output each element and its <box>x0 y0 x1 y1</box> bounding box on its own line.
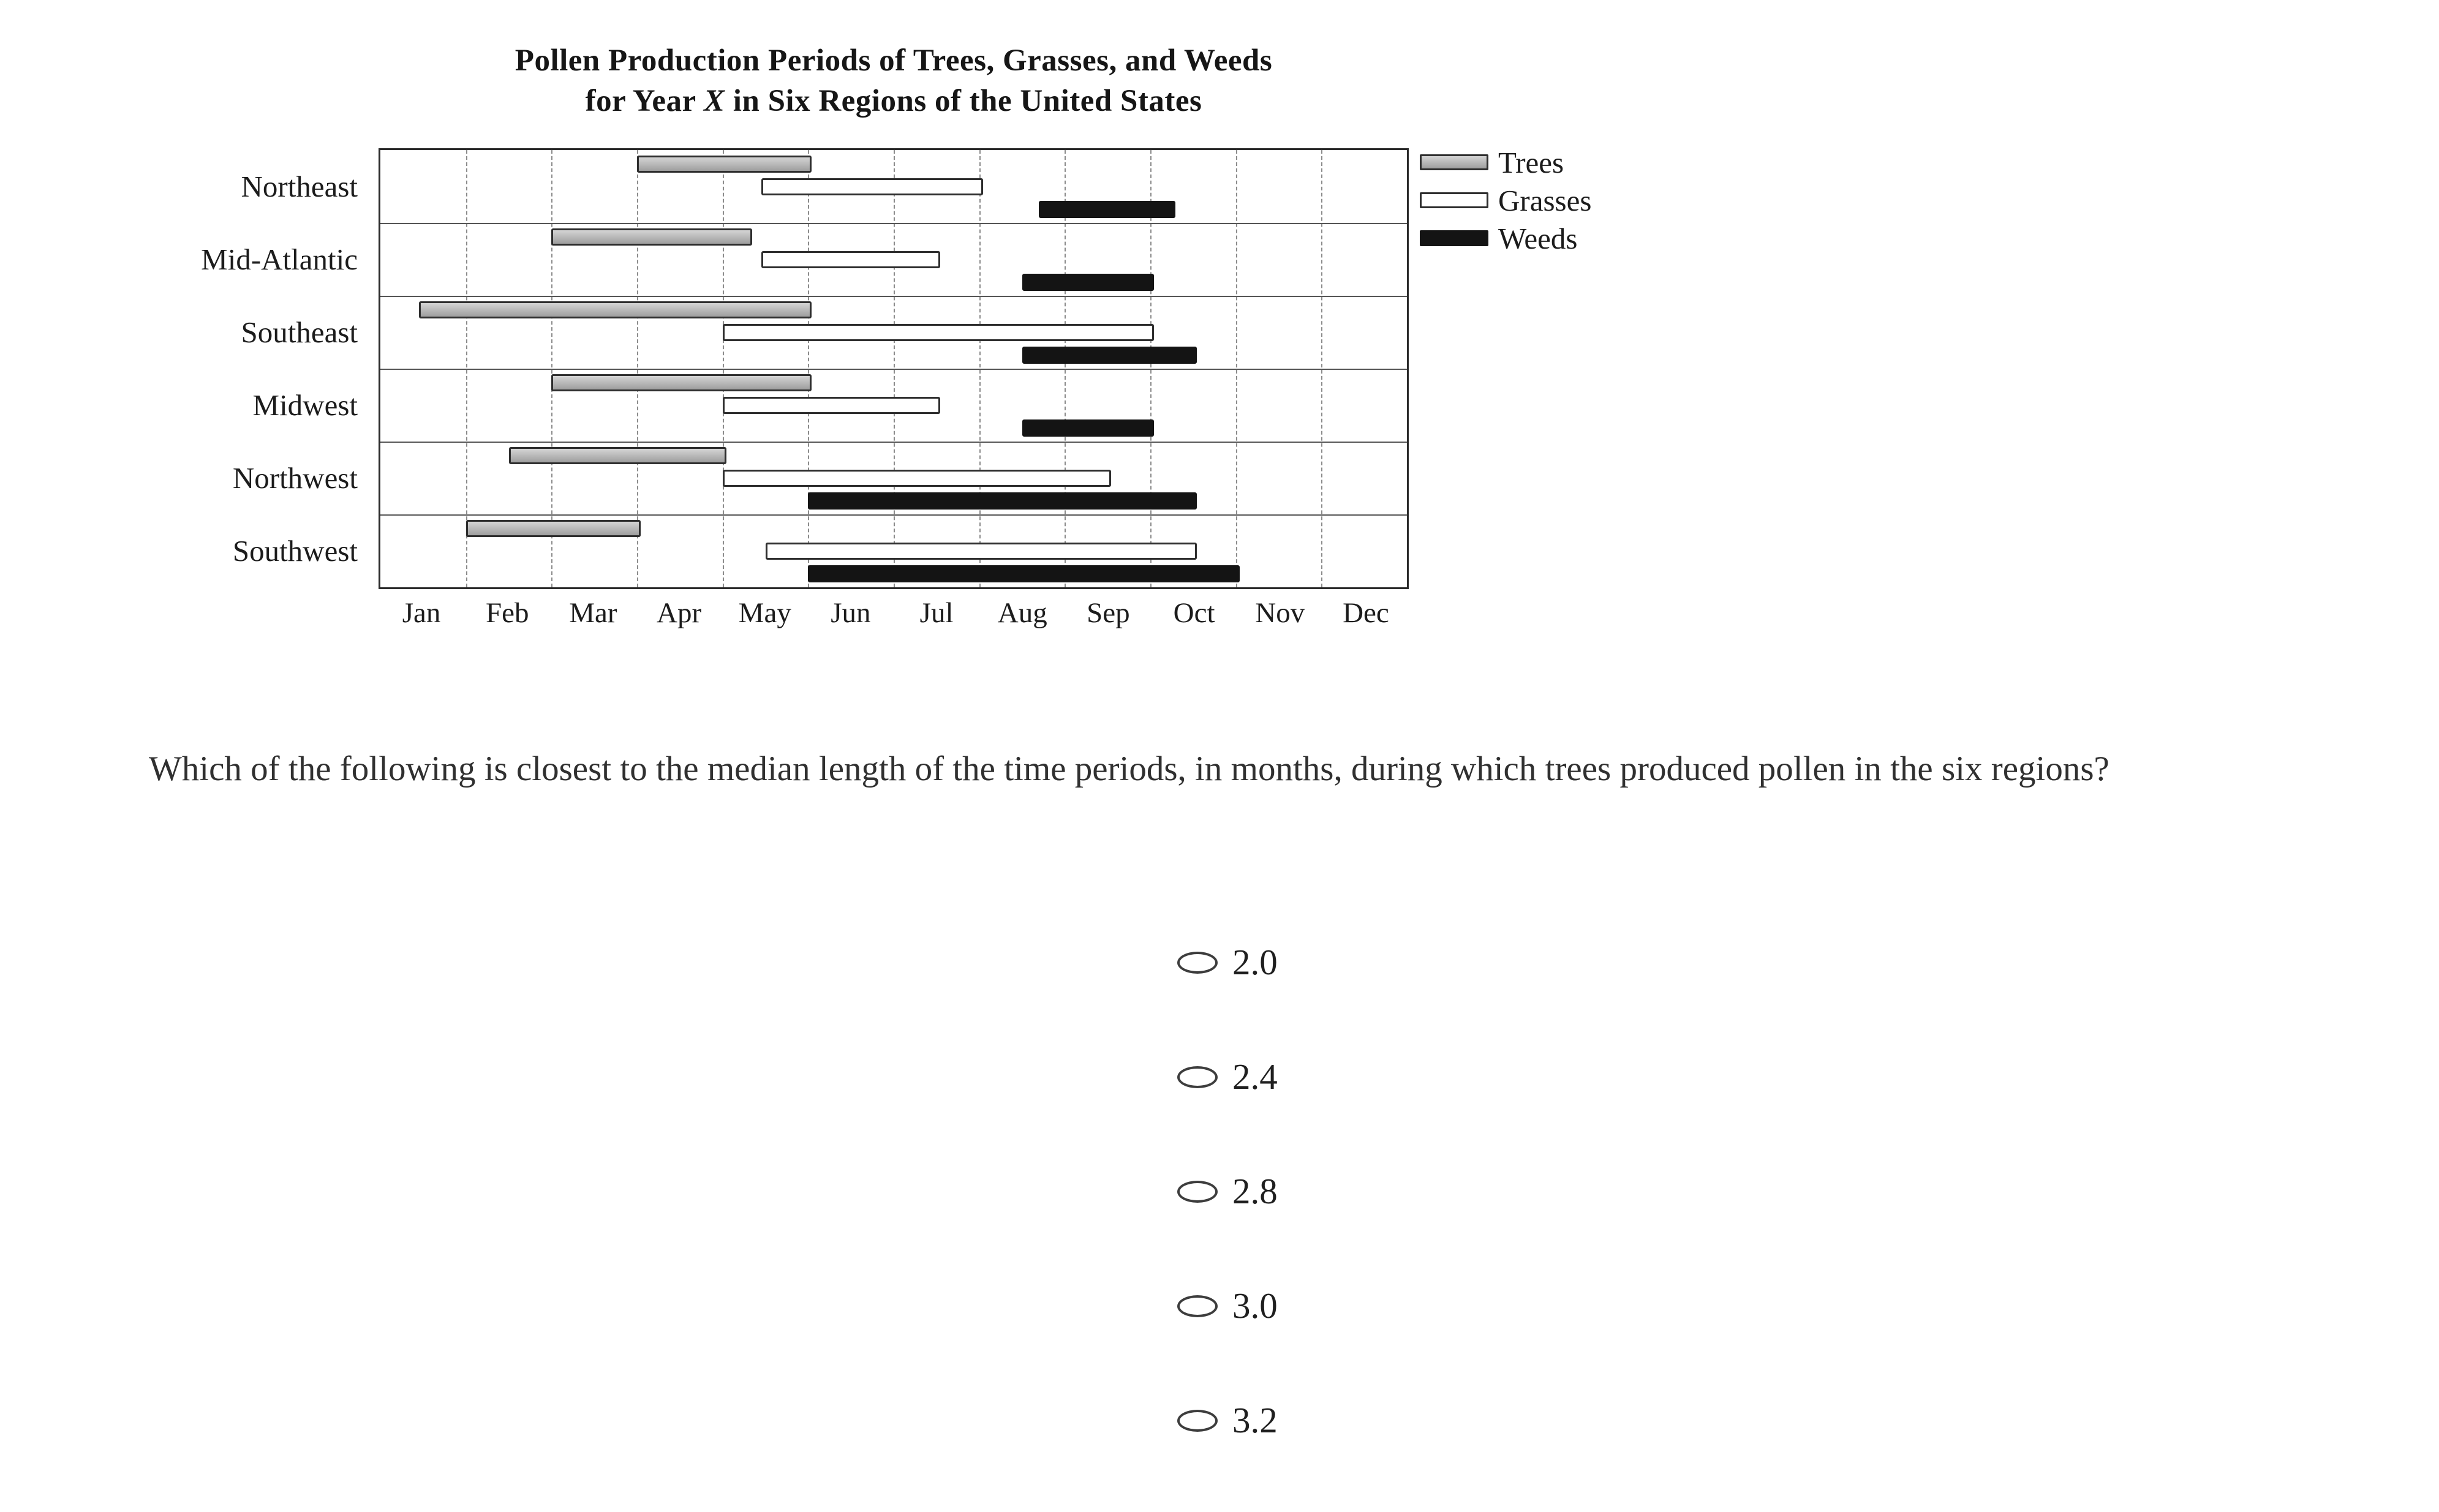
legend-item-grasses <box>1420 181 1591 219</box>
answer-option-2.8[interactable] <box>1177 1168 1278 1214</box>
grasses-bar <box>761 178 983 195</box>
row-separator <box>380 442 1407 443</box>
trees-bar <box>637 156 812 173</box>
legend-item-trees <box>1420 143 1591 181</box>
month-label: Aug <box>997 597 1047 629</box>
chart-legend <box>1420 143 1591 257</box>
chart-title-line2 <box>379 81 1409 121</box>
grasses-bar <box>723 470 1112 487</box>
weeds-bar <box>1022 347 1197 364</box>
month-label: Oct <box>1173 597 1215 629</box>
weeds-bar <box>1039 201 1175 218</box>
option-label: 2.8 <box>1232 1171 1278 1211</box>
plot-area <box>379 148 1409 589</box>
legend-item-weeds <box>1420 219 1591 257</box>
legend-label-trees: Trees <box>1498 145 1564 179</box>
region-label: Southwest <box>232 534 358 568</box>
trees-bar <box>551 228 752 246</box>
question-text: Which of the following is closest to the median length of the time periods, in months, during which trees produced pollen in the six regions? <box>149 750 2109 788</box>
legend-label-weeds: Weeds <box>1498 221 1578 255</box>
grasses-bar <box>766 543 1197 560</box>
month-label: Apr <box>657 597 702 629</box>
row-separator <box>380 296 1407 297</box>
radio-button[interactable] <box>1177 1410 1218 1432</box>
weeds-bar <box>1022 274 1155 291</box>
radio-button[interactable] <box>1177 1066 1218 1088</box>
option-label: 3.0 <box>1232 1285 1278 1326</box>
chart-title-line2-prefix: for Year <box>585 84 704 118</box>
month-label: Jun <box>831 597 871 629</box>
trees-bar <box>466 520 641 537</box>
trees-bar <box>551 374 812 391</box>
month-label: Sep <box>1087 597 1130 629</box>
row-separator <box>380 223 1407 224</box>
row-separator <box>380 369 1407 370</box>
legend-grasses-swatch <box>1420 192 1488 208</box>
answer-option-3.0[interactable] <box>1177 1283 1278 1329</box>
option-label: 2.4 <box>1232 1056 1278 1097</box>
grasses-bar <box>723 397 940 414</box>
y-axis-region-labels <box>98 148 368 589</box>
trees-bar <box>509 447 726 464</box>
month-label: Feb <box>486 597 529 629</box>
region-label: Midwest <box>252 388 358 422</box>
chart-title-line2-suffix: in Six Regions of the United States <box>725 84 1202 118</box>
option-label: 3.2 <box>1232 1400 1278 1440</box>
month-label: Jan <box>402 597 441 629</box>
region-label: Southeast <box>241 315 358 349</box>
chart-title-year-x: X <box>704 84 725 118</box>
row-separator <box>380 514 1407 516</box>
trees-bar <box>419 301 812 318</box>
weeds-bar <box>808 492 1197 510</box>
radio-button[interactable] <box>1177 1181 1218 1203</box>
legend-label-grasses: Grasses <box>1498 183 1592 217</box>
region-label: Northwest <box>232 461 358 495</box>
month-label: Dec <box>1343 597 1389 629</box>
answer-option-2.4[interactable] <box>1177 1054 1278 1100</box>
legend-trees-swatch <box>1420 154 1488 170</box>
region-label: Mid-Atlantic <box>201 243 358 276</box>
chart-title-line1: Pollen Production Periods of Trees, Grasses, and Weeds <box>515 43 1273 78</box>
answer-option-3.2[interactable] <box>1177 1397 1278 1443</box>
month-label: Nov <box>1255 597 1305 629</box>
month-label: Mar <box>569 597 617 629</box>
radio-button[interactable] <box>1177 952 1218 974</box>
weeds-bar <box>808 565 1239 582</box>
radio-button[interactable] <box>1177 1295 1218 1317</box>
month-label: Jul <box>919 597 954 629</box>
answer-options <box>1177 939 1278 1512</box>
option-label: 2.0 <box>1232 942 1278 982</box>
region-label: Northeast <box>241 170 358 203</box>
answer-option-2.0[interactable] <box>1177 939 1278 985</box>
month-label: May <box>738 597 791 629</box>
weeds-bar <box>1022 419 1155 437</box>
grasses-bar <box>723 324 1154 341</box>
grasses-bar <box>761 251 940 268</box>
legend-weeds-swatch <box>1420 230 1488 246</box>
x-axis-month-labels <box>379 596 1409 634</box>
chart-title <box>379 40 1409 121</box>
